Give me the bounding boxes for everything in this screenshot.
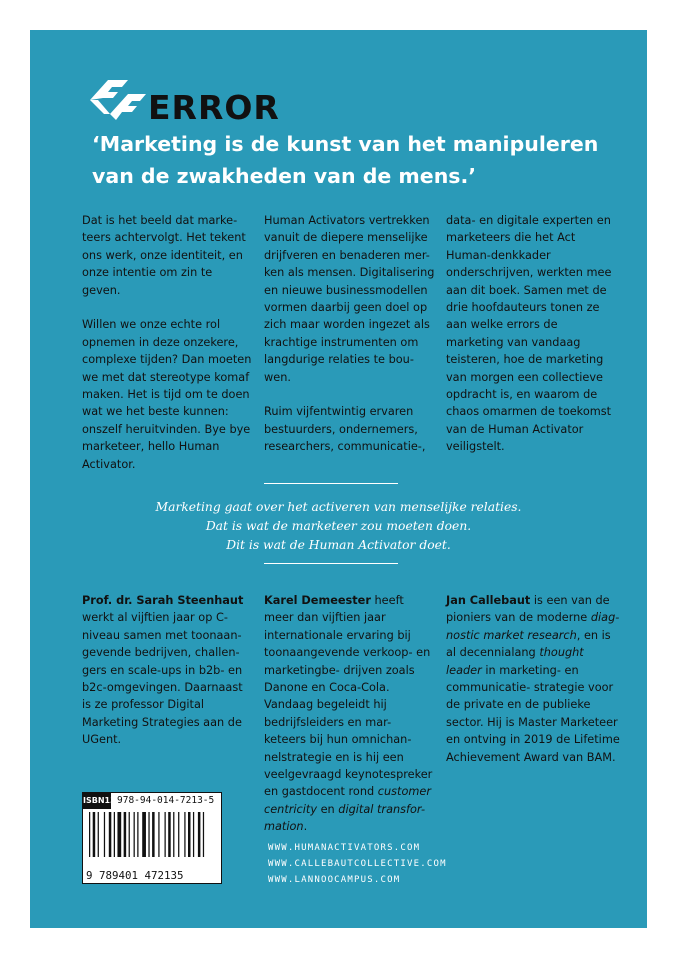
author-bio-text: werkt al vijftien jaar op C-niveau samen met toonaan- gevende bedrijven, challen- gers en scale-ups in b2b- en b2c-omgevingen. Daarnaast is ze professor Digital Marketing Strategies aan de UGent.	[82, 611, 243, 747]
author-bio-text: heeft meer dan vijftien jaar internationale ervaring bij toonaangevende verkoop- en marketingbe- drijven zoals Danone en Coca-Cola. Vandaag begeleidt hij bedrijfsleiders en mar- keteers bij hun omnichan- nelstrategie en is hij een veelgevraagd keynotespreker en gastdocent rond	[264, 594, 433, 799]
isbn-barcode	[82, 792, 222, 884]
tagline-line-1: Marketing gaat over het activeren van menselijke relaties.	[155, 500, 522, 514]
barcode-bar	[184, 812, 185, 857]
author-bio-text: .	[303, 820, 308, 834]
quote-line-1: ‘Marketing is de kunst van het manipuleren	[92, 132, 599, 156]
author-bio-demeester	[264, 592, 436, 836]
double-f-arrow-icon	[88, 74, 148, 126]
barcode-bar	[137, 812, 138, 857]
barcode-bar	[142, 812, 146, 857]
barcode-bar	[114, 812, 115, 857]
divider-top	[264, 483, 398, 484]
barcode-bar	[178, 812, 179, 857]
tagline	[110, 498, 567, 555]
author-bio-emphasis: digital transfor- mation	[264, 802, 426, 834]
headline-quote	[92, 128, 612, 192]
column-1-paragraph-1: Dat is het beeld dat marke- teers achtervolgt. Het tekent ons werk, onze identiteit, en onze intentie om zin te geven.	[82, 214, 246, 297]
error-logo	[88, 74, 318, 126]
website-list	[268, 840, 447, 888]
barcode-digits: 9 789401 472135	[86, 869, 184, 882]
author-bio-callebaut	[446, 592, 622, 766]
barcode-bar	[193, 812, 194, 857]
barcode-bar	[165, 812, 166, 857]
barcode-bar	[203, 812, 204, 857]
barcode-bar	[158, 812, 159, 857]
text-column-1	[82, 212, 254, 490]
author-bio-text: is een van de pioniers van de moderne	[446, 594, 610, 625]
barcode-bar	[148, 812, 149, 857]
back-cover	[30, 30, 647, 928]
author-name: Prof. dr. Sarah Steenhaut	[82, 594, 244, 607]
text-column-3	[446, 212, 618, 473]
barcode-bar	[98, 812, 99, 857]
barcode-bar	[89, 812, 90, 857]
column-1-paragraph-2: Willen we onze echte rol opnemen in deze onzekere, complexe tijden? Dan moeten we met dat stereotype komaf maken. Het is tijd om te doen wat we het beste kunnen: onszelf heruitvinden. Bye bye marketeer, hello Human Activator.	[82, 318, 252, 471]
tagline-line-2: Dat is wat de marketeer zou moeten doen.	[205, 519, 472, 533]
author-bio-emphasis: customer centricity	[264, 785, 431, 816]
url-humanactivators[interactable]: WWW.HUMANACTIVATORS.COM	[268, 843, 421, 853]
author-bio-emphasis: diag- nostic market research	[446, 611, 620, 642]
barcode-bar	[109, 812, 112, 857]
logo-word: ERROR	[148, 88, 280, 127]
column-3-paragraph-1: data- en digitale experten en marketeers die het Act Human-denkkader onderschrijven, werkten mee aan dit boek. Samen met de drie hoofdauteurs tonen ze aan welke errors de marketing van vandaag teisteren, hoe de marketing van morgen een collectieve opdracht is, en waarom de chaos omarmen de toekomst van de Human Activator veiligstelt.	[446, 214, 612, 454]
author-name: Jan Callebaut	[446, 594, 531, 607]
barcode-bar	[188, 812, 191, 857]
isbn-label: ISBN13	[83, 793, 111, 809]
barcode-bar	[168, 812, 171, 857]
barcode-bar	[134, 812, 135, 857]
barcode-bars	[87, 812, 217, 869]
author-bio-emphasis: thought leader	[446, 646, 584, 677]
divider-bottom	[264, 563, 398, 564]
author-bio-text: en	[317, 802, 339, 816]
barcode-bar	[124, 812, 127, 857]
quote-line-2: van de zwakheden van de mens.’	[92, 164, 477, 188]
column-2-paragraph-1: Human Activators vertrekken vanuit de diepere menselijke drijfveren en benaderen mer- ken als mensen. Digitalisering en nieuwe businessmodellen vormen daarbij geen doel op zich maar worden ingezet als krachtige instrumenten om langdurige relaties te bou- wen.	[264, 214, 435, 384]
barcode-bar	[129, 812, 130, 857]
column-2-paragraph-2: Ruim vijfentwintig ervaren bestuurders, ondernemers, researchers, communicatie-,	[264, 405, 426, 454]
isbn-number: 978-94-014-7213-5	[117, 795, 215, 806]
barcode-bar	[117, 812, 121, 857]
author-bio-text: in marketing- en communicatie- strategie voor de private en de publieke sector. Hij is Master Marketeer en ontving in 2019 de Lifetime Achievement Award van BAM.	[446, 663, 620, 764]
barcode-bar	[93, 812, 96, 857]
author-bio-text: , en is al decennialang	[446, 628, 611, 660]
text-column-2	[264, 212, 436, 473]
barcode-bar	[173, 812, 174, 857]
author-name: Karel Demeester	[264, 594, 371, 607]
url-callebautcollective[interactable]: WWW.CALLEBAUTCOLLECTIVE.COM	[268, 859, 447, 869]
barcode-bar	[152, 812, 155, 857]
tagline-line-3: Dit is wat de Human Activator doet.	[226, 538, 451, 552]
url-lannoocampus[interactable]: WWW.LANNOOCAMPUS.COM	[268, 875, 401, 885]
barcode-bar	[198, 812, 201, 857]
barcode-bar	[104, 812, 105, 857]
author-bio-steenhaut	[82, 592, 254, 749]
